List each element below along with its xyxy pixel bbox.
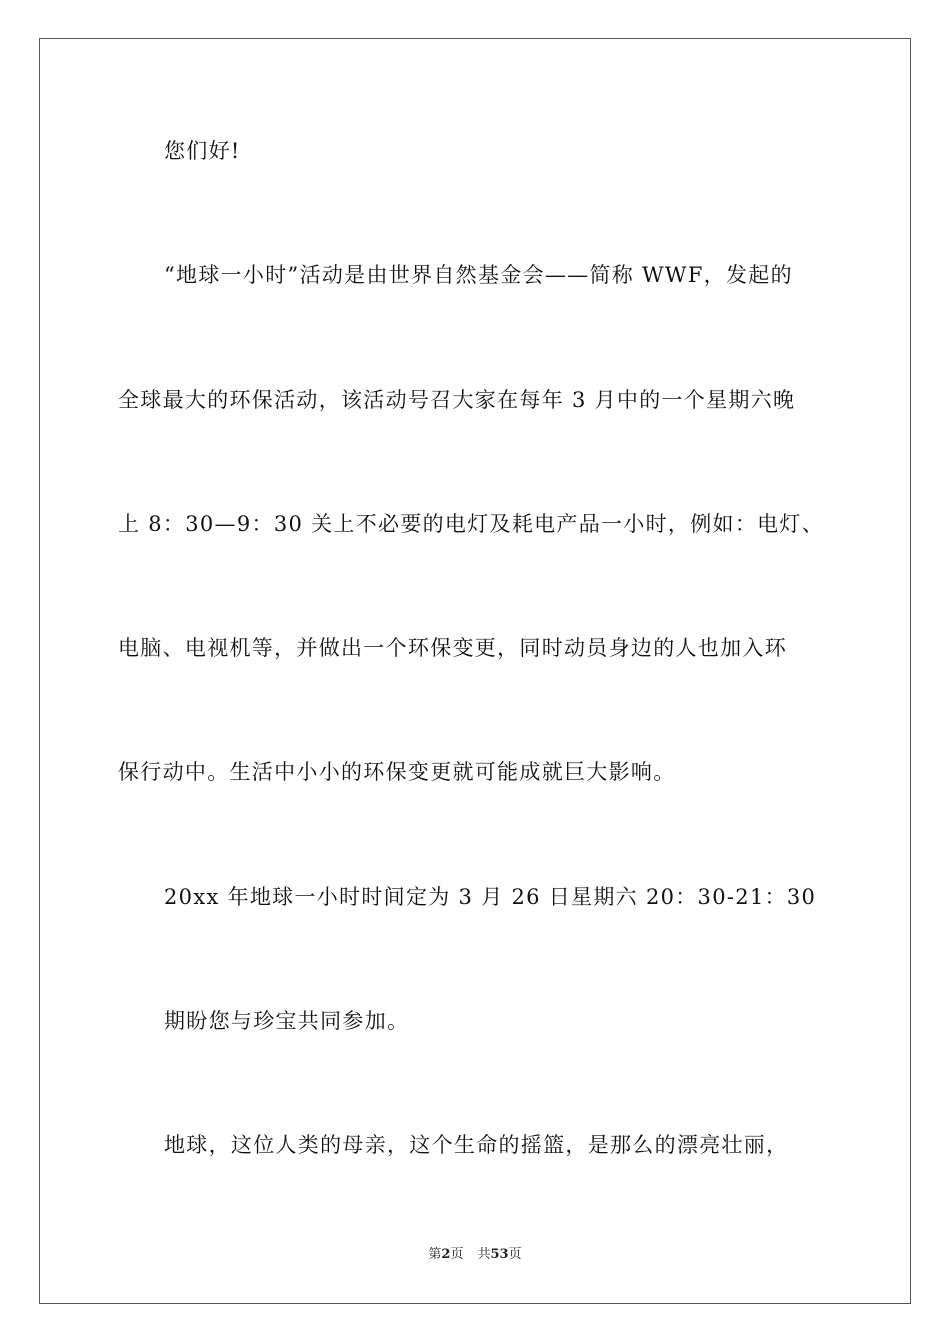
paragraph-line: 全球最大的环保活动，该活动号召大家在每年 3 月中的一个星期六晚: [118, 388, 796, 412]
paragraph-line: 地球，这位人类的母亲，这个生命的摇篮，是那么的漂亮壮丽，: [164, 1133, 789, 1157]
page-footer: [0, 1246, 950, 1264]
paragraph-line: 上 8：30—9：30 关上不必要的电灯及耗电产品一小时，例如：电灯、: [118, 512, 825, 536]
paragraph-line: “地球一小时”活动是由世界自然基金会——简称 WWF，发起的: [164, 263, 793, 287]
paragraph-line: 保行动中。生活中小小的环保变更就可能成就巨大影响。: [118, 760, 676, 784]
paragraph-line: 期盼您与珍宝共同参加。: [164, 1009, 410, 1033]
total-pages: 53: [490, 1247, 509, 1262]
page-border: [39, 38, 911, 1304]
total-suffix: 页: [508, 1247, 522, 1262]
page-prefix: 第: [428, 1247, 442, 1262]
page-number: 2: [441, 1247, 451, 1262]
paragraph-line: 电脑、电视机等，并做出一个环保变更，同时动员身边的人也加入环: [118, 636, 787, 660]
total-prefix: 共: [477, 1247, 491, 1262]
paragraph-line: 20xx 年地球一小时时间定为 3 月 26 日星期六 20：30-21：30: [164, 885, 817, 909]
greeting-line: 您们好!: [164, 139, 241, 163]
page-suffix: 页: [450, 1247, 464, 1262]
